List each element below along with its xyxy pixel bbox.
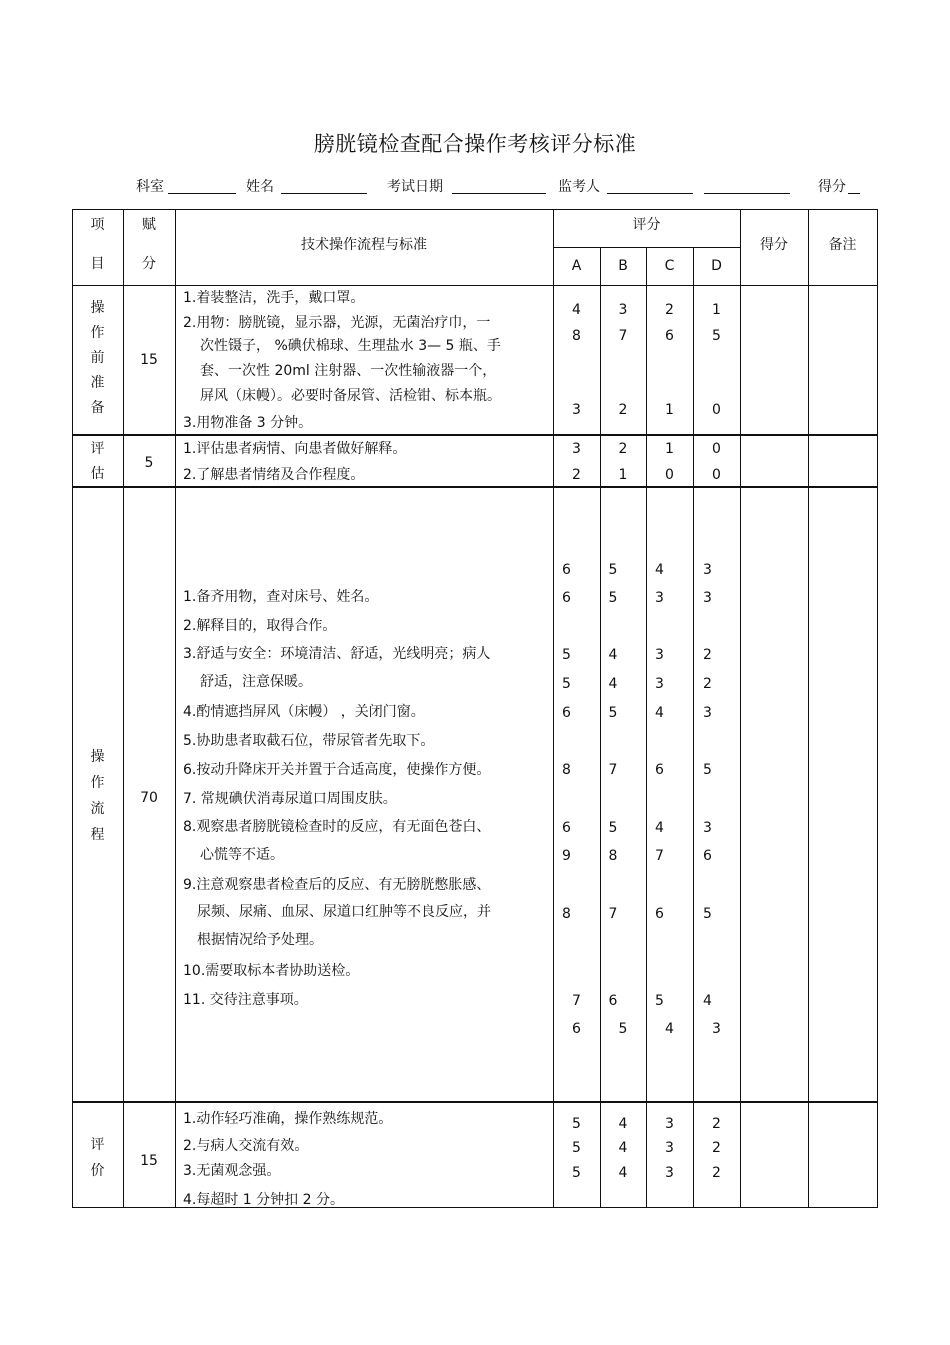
evaluate-score: 5 (572, 1140, 581, 1156)
assess-label-char: 评 (90, 441, 105, 457)
process-line: 7. 常规碘伏消毒尿道口周围皮肤。 (183, 791, 397, 807)
process-score: 3 (703, 820, 712, 836)
evaluate-line: 2.与病人交流有效。 (183, 1138, 309, 1154)
dept-label: 科室 (136, 179, 164, 195)
process-score: 6 (562, 820, 571, 836)
prep-score: 4 (572, 302, 581, 318)
process-line: 11. 交待注意事项。 (183, 992, 308, 1008)
process-score: 2 (703, 676, 712, 692)
col-line-5 (646, 247, 647, 1208)
row-divider-process (72, 486, 878, 488)
prep-label-char: 作 (90, 325, 105, 341)
process-score: 6 (562, 562, 571, 578)
prep-score: 2 (618, 402, 628, 418)
prep-score: 0 (712, 402, 721, 418)
head-remark: 备注 (828, 237, 857, 253)
process-line: 2.解释目的，取得合作。 (183, 618, 337, 634)
evaluate-score: 4 (618, 1165, 628, 1181)
assess-score: 3 (572, 441, 581, 457)
process-line: 舒适，注意保暖。 (200, 674, 312, 690)
col-line-2 (175, 209, 176, 1208)
head-rating: 评分 (632, 217, 661, 233)
process-score: 5 (608, 590, 618, 606)
evaluate-score: 3 (665, 1165, 674, 1181)
process-score: 4 (608, 676, 618, 692)
prep-line: 套、一次性 20ml 注射器、一次性输液器一个， (200, 363, 497, 379)
process-score: 8 (562, 906, 571, 922)
evaluate-score: 2 (712, 1140, 721, 1156)
process-score: 5 (562, 647, 571, 663)
prep-score: 2 (665, 302, 674, 318)
head-item-2: 目 (90, 256, 105, 272)
process-score: 5 (608, 820, 618, 836)
evaluate-score: 3 (665, 1116, 674, 1132)
exam-date-label: 考试日期 (387, 179, 443, 195)
col-line-7 (740, 209, 741, 1208)
prep-score: 8 (572, 328, 581, 344)
process-line: 尿频、尿痛、血尿、尿道口红肿等不良反应，并 (197, 904, 491, 920)
process-score: 2 (703, 647, 712, 663)
process-score: 5 (608, 562, 618, 578)
col-line-8 (808, 209, 809, 1208)
head-points-1: 赋 (142, 217, 156, 233)
process-score: 4 (665, 1021, 674, 1037)
prep-line: 次性镊子， %碘伏棉球、生理盐水 3— 5 瓶、手 (200, 338, 501, 354)
col-line-6 (693, 247, 694, 1208)
evaluate-label-char: 评 (90, 1137, 105, 1153)
process-points: 70 (140, 790, 158, 806)
evaluate-score: 2 (712, 1116, 721, 1132)
process-score: 3 (655, 590, 664, 606)
process-line: 根据情况给予处理。 (197, 932, 323, 948)
evaluate-score: 3 (665, 1140, 674, 1156)
process-line: 心慌等不适。 (200, 847, 284, 863)
evaluate-score: 2 (712, 1165, 721, 1181)
assess-line: 2.了解患者情绪及合作程度。 (183, 467, 365, 483)
process-score: 9 (562, 848, 571, 864)
head-got-score: 得分 (760, 237, 788, 253)
prep-line: 1.着装整洁，洗手，戴口罩。 (183, 290, 365, 306)
head-grade-b: B (618, 258, 628, 274)
examiner-blank-2 (704, 193, 790, 194)
process-score: 6 (572, 1021, 581, 1037)
process-line: 6.按动升降床开关并置于合适高度，使操作方便。 (183, 762, 491, 778)
process-score: 6 (703, 848, 712, 864)
prep-score: 1 (665, 402, 674, 418)
dept-blank (168, 193, 236, 194)
process-score: 3 (703, 705, 712, 721)
process-score: 3 (703, 562, 712, 578)
assess-score: 0 (712, 467, 721, 483)
process-line: 10.需要取标本者协助送检。 (183, 963, 360, 979)
process-score: 6 (608, 993, 618, 1009)
head-grade-c: C (664, 258, 675, 274)
prep-score: 3 (618, 302, 628, 318)
process-score: 4 (655, 820, 664, 836)
process-score: 5 (608, 705, 618, 721)
row-divider-assess (72, 434, 878, 436)
prep-score: 6 (665, 328, 674, 344)
evaluate-line: 4.每超时 1 分钟扣 2 分。 (183, 1192, 344, 1208)
evaluate-points: 15 (140, 1153, 158, 1169)
process-score: 8 (608, 848, 618, 864)
assess-points: 5 (144, 455, 154, 471)
prep-label-char: 准 (90, 375, 105, 391)
head-item-1: 项 (90, 217, 105, 233)
prep-points: 15 (140, 352, 158, 368)
assess-line: 1.评估患者病情、向患者做好解释。 (183, 441, 407, 457)
process-line: 3.舒适与安全：环境清洁、舒适，光线明亮；病人 (183, 646, 491, 662)
row-divider-evaluate (72, 1101, 878, 1103)
prep-line: 2.用物：膀胱镜，显示器，光源，无菌治疗巾，一 (183, 315, 491, 331)
process-score: 6 (562, 590, 571, 606)
head-grade-a: A (571, 258, 582, 274)
evaluate-line: 1.动作轻巧准确，操作熟练规范。 (183, 1111, 393, 1127)
assess-label-char: 估 (90, 466, 105, 482)
process-score: 4 (655, 705, 664, 721)
process-score: 4 (703, 993, 712, 1009)
evaluate-label-char: 价 (90, 1163, 105, 1179)
evaluate-score: 4 (618, 1116, 628, 1132)
evaluate-score: 4 (618, 1140, 628, 1156)
row-divider-prep (72, 285, 878, 286)
col-line-4 (600, 247, 601, 1208)
process-line: 9.注意观察患者检查后的反应、有无膀胱憋胀感、 (183, 877, 491, 893)
name-blank (281, 193, 367, 194)
name-label: 姓名 (246, 179, 274, 195)
assess-score: 0 (665, 467, 674, 483)
col-line-9 (877, 209, 878, 1208)
process-score: 7 (608, 762, 618, 778)
process-score: 3 (712, 1021, 721, 1037)
process-line: 8.观察患者膀胱镜检查时的反应，有无面色苍白、 (183, 819, 491, 835)
assess-score: 2 (618, 441, 628, 457)
assess-score: 1 (618, 467, 628, 483)
process-score: 3 (703, 590, 712, 606)
process-score: 3 (655, 647, 664, 663)
prep-score: 3 (572, 402, 581, 418)
prep-score: 7 (618, 328, 628, 344)
process-label-char: 流 (90, 801, 105, 817)
assess-score: 0 (712, 441, 721, 457)
process-score: 5 (703, 762, 712, 778)
process-score: 6 (562, 705, 571, 721)
process-score: 5 (655, 993, 664, 1009)
process-line: 1.备齐用物，查对床号、姓名。 (183, 589, 379, 605)
process-score: 4 (608, 647, 618, 663)
process-score: 5 (562, 676, 571, 692)
head-grade-d: D (711, 258, 722, 274)
prep-score: 5 (712, 328, 721, 344)
process-score: 8 (562, 762, 571, 778)
assess-score: 2 (572, 467, 581, 483)
table-border-top (72, 209, 878, 210)
score-blank (848, 193, 860, 194)
process-score: 7 (608, 906, 618, 922)
process-score: 4 (655, 562, 664, 578)
process-line: 4.酌情遮挡屏风（床幔） ，关闭门窗。 (183, 704, 425, 720)
process-score: 6 (655, 906, 664, 922)
process-label-char: 操 (90, 749, 105, 765)
prep-line: 3.用物准备 3 分钟。 (183, 415, 313, 431)
prep-label-char: 备 (90, 400, 105, 416)
prep-label-char: 操 (90, 300, 105, 316)
evaluate-line: 3.无菌观念强。 (183, 1163, 281, 1179)
evaluate-score: 5 (572, 1116, 581, 1132)
document-title: 膀胱镜检查配合操作考核评分标准 (313, 132, 637, 156)
exam-date-blank (452, 193, 546, 194)
process-score: 7 (572, 993, 581, 1009)
prep-line: 屏风（床幔）。必要时备尿管、活检钳、标本瓶。 (200, 388, 501, 404)
process-score: 5 (703, 906, 712, 922)
prep-label-char: 前 (90, 350, 105, 366)
head-points-2: 分 (142, 256, 156, 272)
score-label: 得分 (818, 179, 846, 195)
prep-score: 1 (712, 302, 721, 318)
process-label-char: 作 (90, 775, 105, 791)
process-score: 6 (655, 762, 664, 778)
examiner-blank-1 (607, 193, 693, 194)
process-label-char: 程 (90, 827, 105, 843)
evaluate-score: 5 (572, 1165, 581, 1181)
process-score: 3 (655, 676, 664, 692)
assess-score: 1 (665, 441, 674, 457)
examiner-label: 监考人 (558, 179, 600, 195)
process-score: 7 (655, 848, 664, 864)
process-score: 5 (618, 1021, 628, 1037)
process-line: 5.协助患者取截石位，带尿管者先取下。 (183, 733, 435, 749)
head-process: 技术操作流程与标准 (301, 237, 427, 253)
